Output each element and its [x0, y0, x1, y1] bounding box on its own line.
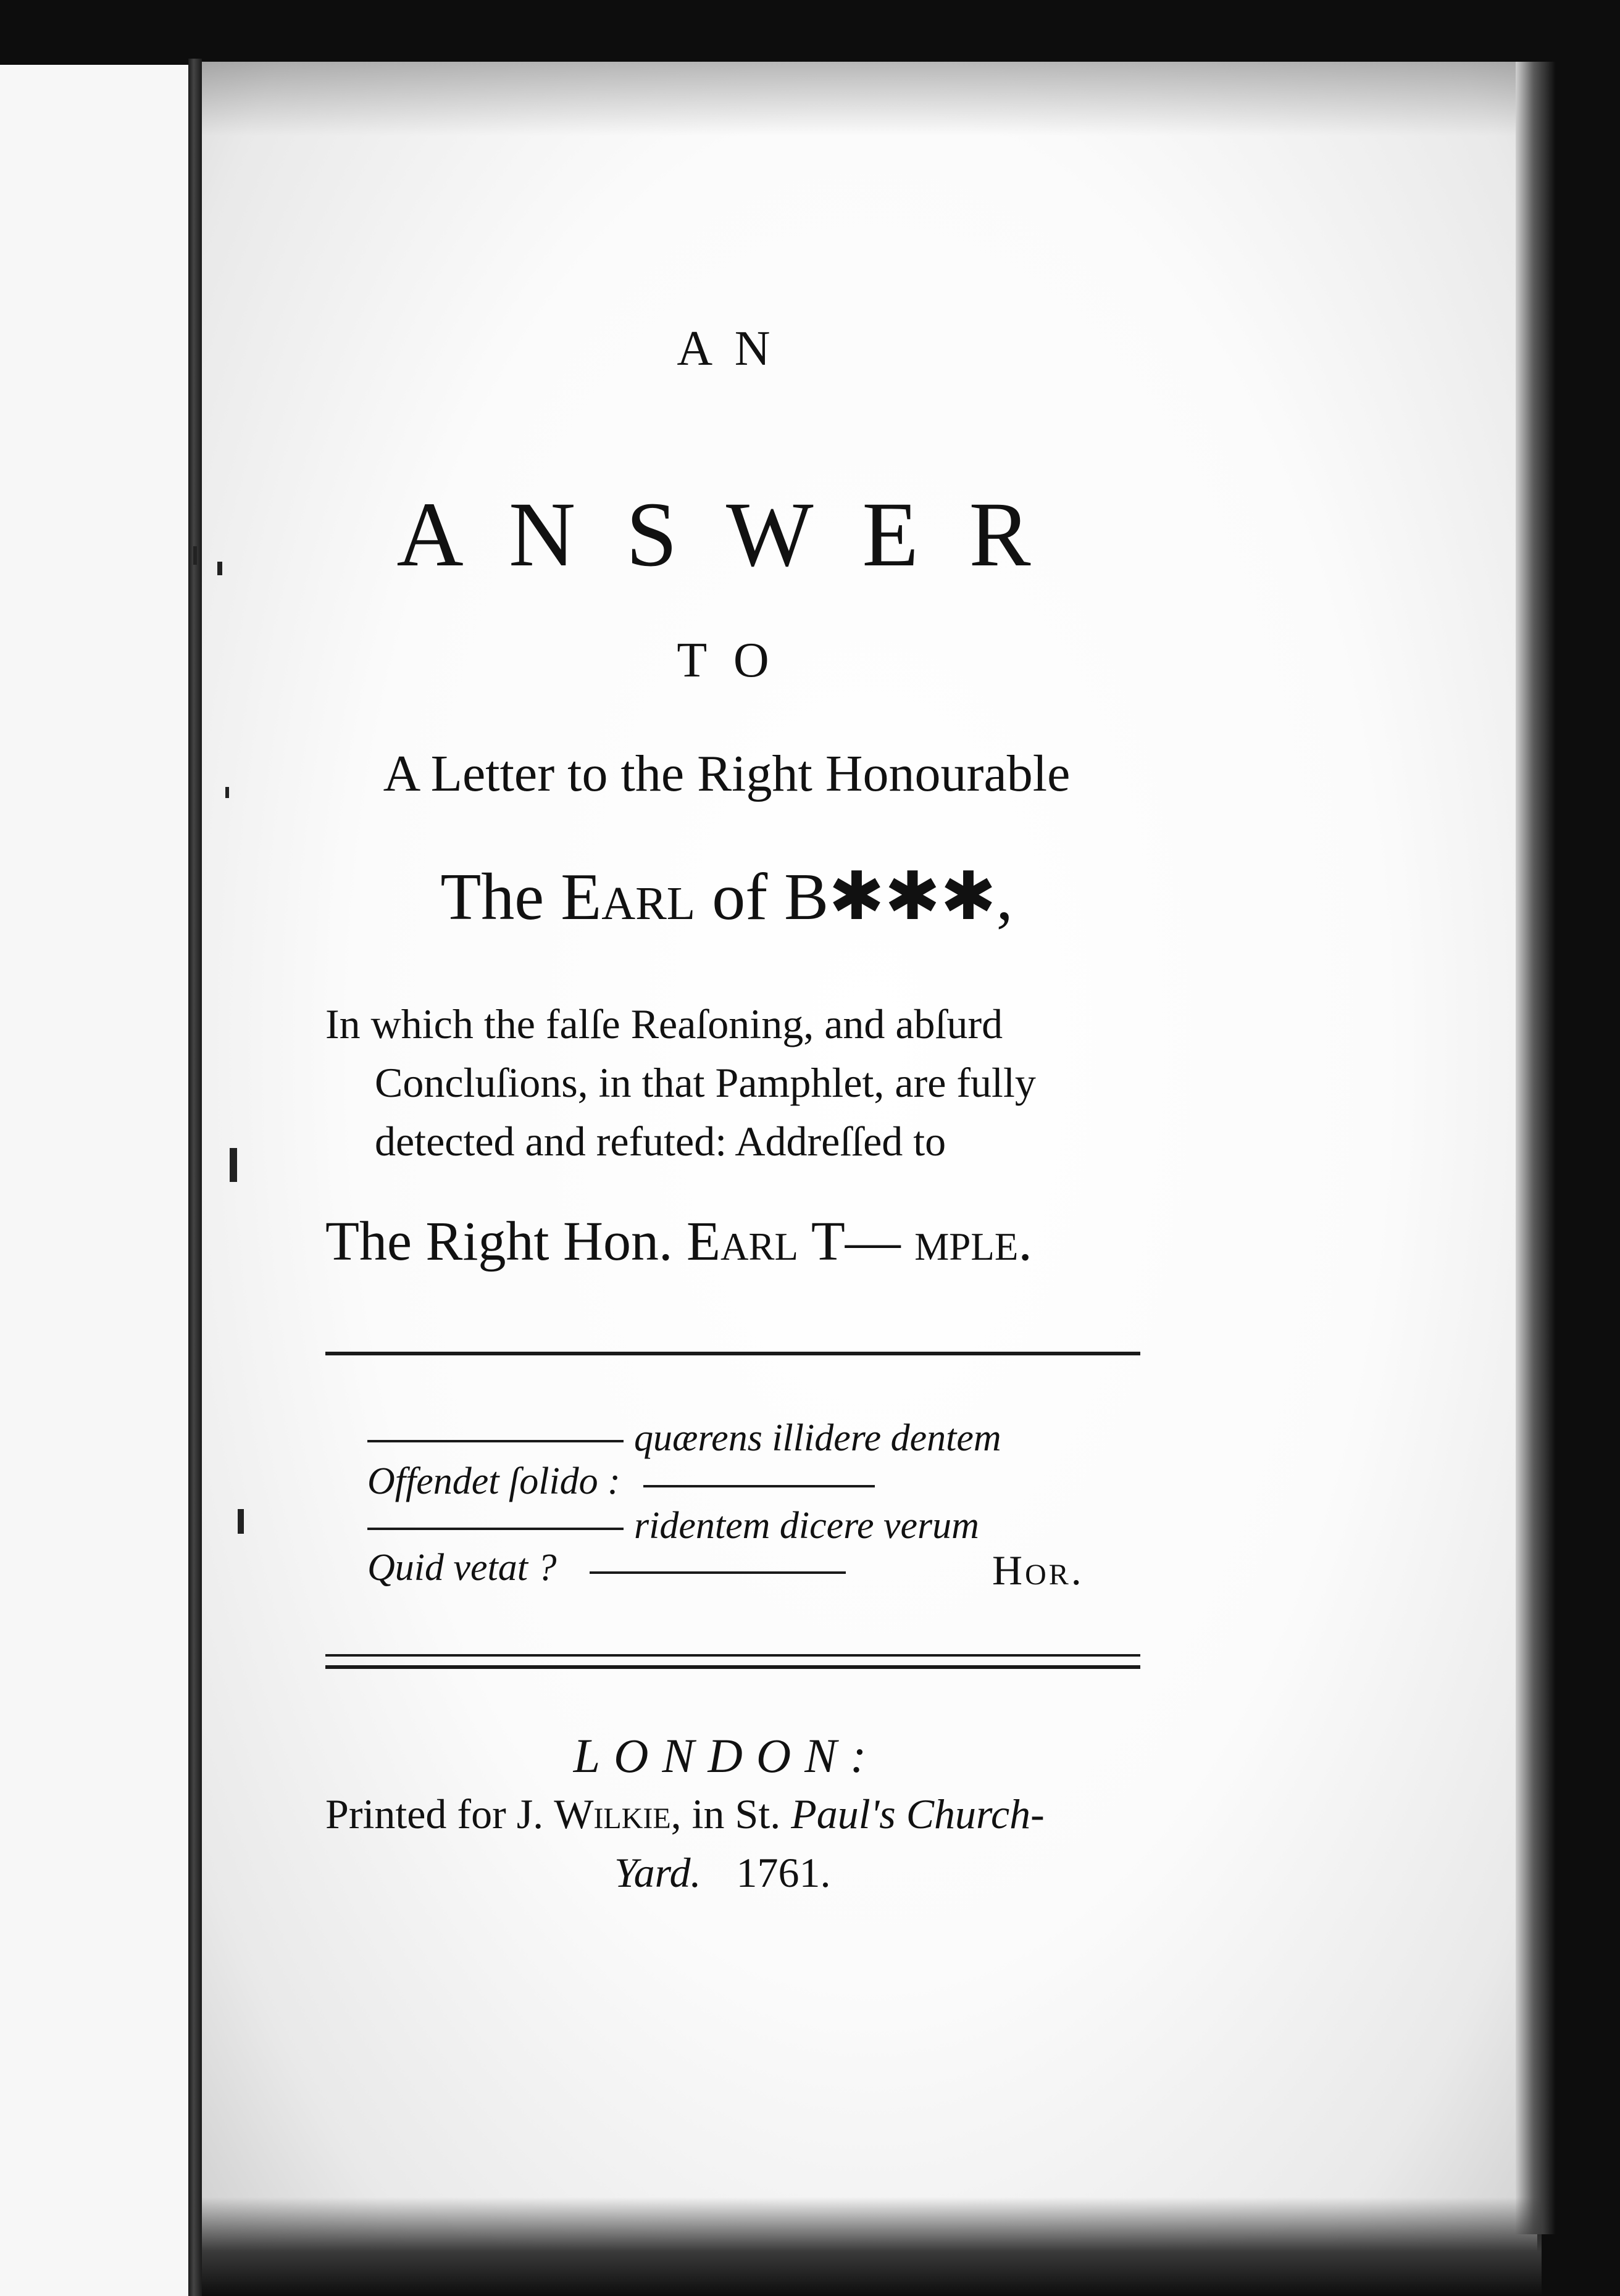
epigraph-attribution: Hor.: [992, 1547, 1084, 1594]
addressee-line: [325, 1210, 1251, 1273]
epigraph-line-4: Quid vetat ?: [367, 1547, 557, 1589]
margin-speck: [217, 562, 222, 575]
description-line-2: Concluſions, in that Pamphlet, are fully: [375, 1059, 1036, 1106]
imprint-printer-name: Wilkie: [554, 1791, 671, 1837]
addressee-pre: The Right Hon.: [325, 1211, 687, 1272]
book-gutter: [188, 59, 202, 2296]
earl-line-pre: The: [440, 860, 561, 934]
title-page: [202, 62, 1537, 2256]
epigraph-dash: [367, 1440, 624, 1442]
margin-speck: [193, 546, 197, 565]
earl-line-title: Earl: [561, 860, 696, 934]
letter-line: A Letter to the Right Honourable: [383, 745, 1071, 802]
epigraph-dash: [590, 1571, 846, 1574]
epigraph-dash: [643, 1485, 875, 1487]
epigraph-line-2: Offendet ſolido :: [367, 1460, 620, 1502]
epigraph-dash: [367, 1528, 624, 1530]
title-an: A N: [677, 322, 777, 376]
imprint-city: LONDON:: [573, 1729, 880, 1782]
description-line-3: detected and refuted: Addreſſed to: [375, 1118, 946, 1165]
description-line-1: In which the falſe Reaſoning, and abſurd: [325, 1000, 1003, 1047]
imprint-printed-mid: , in St.: [670, 1791, 791, 1837]
page-shading: [202, 62, 1537, 136]
margin-speck: [238, 1509, 244, 1534]
earl-line: [202, 858, 1251, 936]
imprint-year: 1761.: [736, 1849, 831, 1896]
margin-speck: [225, 787, 229, 798]
imprint-yard-line: [614, 1849, 1170, 1897]
imprint-yard: Yard.: [614, 1849, 701, 1896]
epigraph-line-1: quærens illidere dentem: [634, 1417, 1001, 1459]
epigraph-line-3: ridentem dicere verum: [634, 1505, 979, 1547]
page-right-edge: [1516, 62, 1556, 2234]
earl-line-post: of B✱✱✱,: [695, 860, 1013, 934]
title-answer: A N S W E R: [396, 483, 1045, 586]
margin-speck: [230, 1148, 237, 1182]
double-rule-bottom: [325, 1665, 1140, 1669]
page-bottom-edge: [202, 2197, 1542, 2296]
imprint-printed-line: [325, 1790, 1251, 1839]
double-rule-top: [325, 1654, 1140, 1657]
left-blank-leaf: [0, 65, 188, 2296]
divider-rule: [325, 1352, 1140, 1355]
imprint-printed-pre: Printed for J.: [325, 1791, 554, 1837]
addressee-title: Earl T— mple.: [686, 1211, 1032, 1272]
imprint-church: Paul's Church-: [791, 1791, 1045, 1837]
title-to: T O: [677, 633, 777, 688]
